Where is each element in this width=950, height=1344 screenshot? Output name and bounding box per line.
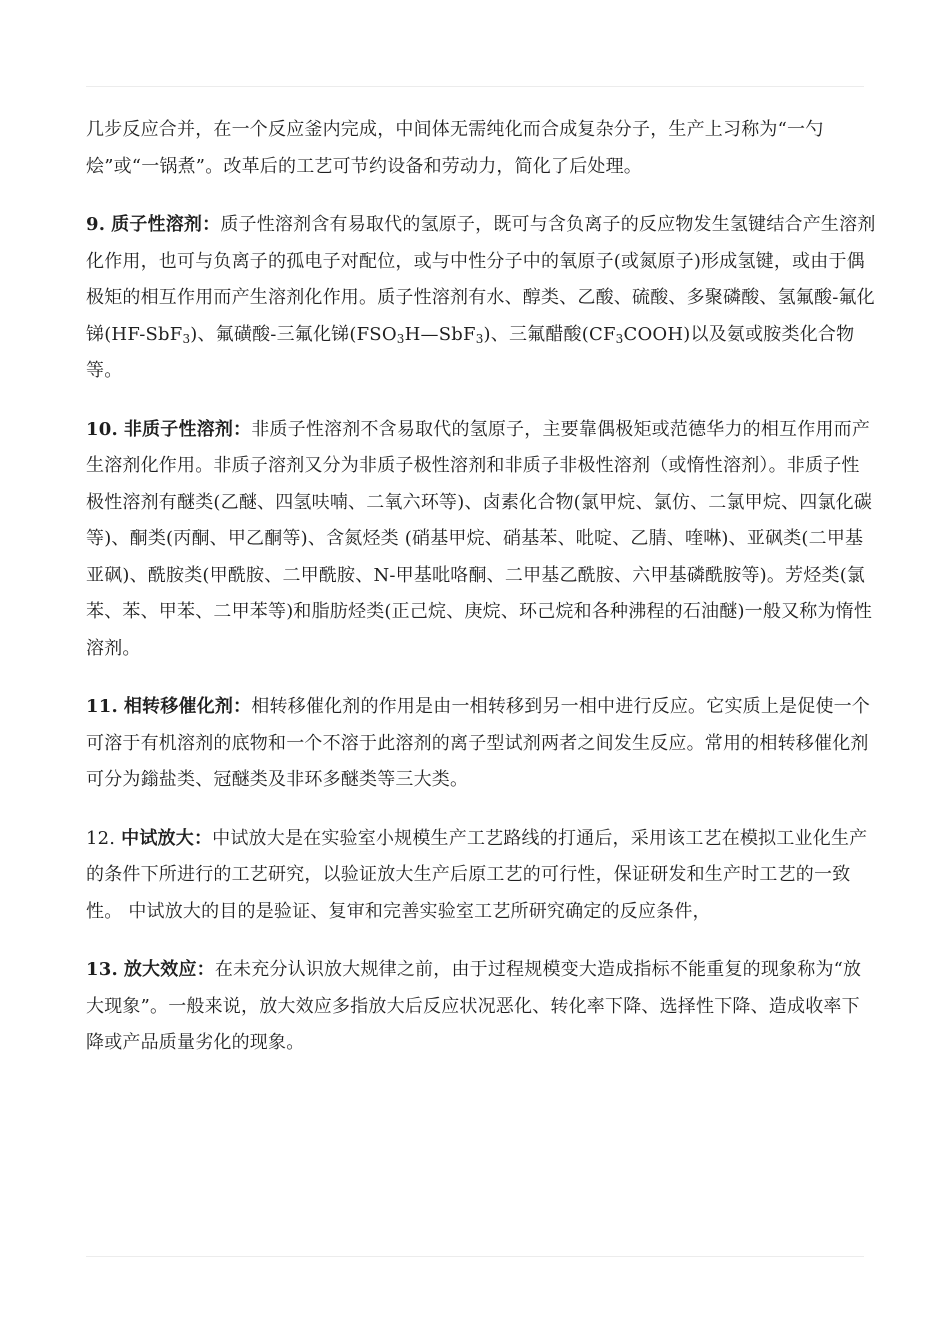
paragraph-text: 相转移催化剂的作用是由一相转移到另一相中进行反应。它实质上是促使一个可溶于有机溶剂的底物和一个不溶于此溶剂的离子型试剂两者之间发生反应。常用的相转移催化剂可分为鎓盐类、冠醚类及非环多醚类等三大类。 (86, 696, 871, 790)
item-number: 13. (86, 959, 118, 980)
paragraph-phase-transfer-catalyst (86, 689, 876, 799)
term-heading: 相转移催化剂： (123, 696, 252, 717)
paragraph-text: 非质子性溶剂不含易取代的氢原子，主要靠偶极矩或范德华力的相互作用而产生溶剂化作用。非质子溶剂又分为非质子极性溶剂和非质子非极性溶剂（或惰性溶剂）。非质子性极性溶剂有醚类(乙醚、四氢呋喃、二氧六环等)、卤素化合物(氯甲烷、氯仿、二氯甲烷、四氯化碳等)、酮类(丙酮、甲乙酮等)、含氮烃类 (硝基甲烷、硝基苯、吡啶、乙腈、喹啉)、亚砜类(二甲基亚砜)、酰胺类(甲酰胺、二甲酰胺、N-甲基吡咯酮、二甲基乙酰胺、六甲基磷酰胺等)。芳烃类(氯苯、苯、甲苯、二甲苯等)和脂肪烃类(正己烷、庚烷、环己烷和各种沸程的石油醚)一般又称为惰性溶剂。 (86, 418, 873, 659)
paragraph-text: 在未充分认识放大规律之前，由于过程规模变大造成指标不能重复的现象称为“放大现象”。一般来说，放大效应多指放大后反应状况恶化、转化率下降、选择性下降、造成收率下降或产品质量劣化的现象。 (86, 959, 862, 1053)
document-body (86, 112, 876, 1084)
subscript: 3 (182, 331, 191, 346)
paragraph-pilot-scale-up (86, 821, 876, 931)
paragraph-scale-up-effect (86, 952, 876, 1062)
paragraph-text: H—SbF (404, 323, 476, 345)
term-heading: 中试放大： (121, 827, 213, 849)
footer-rule (86, 1256, 864, 1257)
item-number: 9. (86, 214, 106, 235)
item-number: 11. (86, 696, 118, 717)
paragraph-text: 中试放大是在实验室小规模生产工艺路线的打通后，采用该工艺在模拟工业化生产的条件下所进行的工艺研究，以验证放大生产后原工艺的可行性，保证研发和生产时工艺的一致性。 中试放大的目的是验证、复审和完善实验室工艺所研究确定的反应条件， (86, 827, 868, 922)
term-heading: 质子性溶剂： (111, 214, 221, 235)
paragraph-protic-solvent (86, 207, 876, 390)
paragraph-intro (86, 112, 876, 185)
paragraph-text: )、三氟醋酸(CF (483, 323, 616, 345)
subscript: 3 (396, 331, 405, 346)
paragraph-text: )、氟磺酸-三氟化锑(FSO (190, 323, 397, 345)
paragraph-text: 质子性溶剂含有易取代的氢原子，既可与含负离子的反应物发生氢键结合产生溶剂化作用，也可与负离子的孤电子对配位，或与中性分子中的氧原子(或氮原子)形成氢键，或由于偶极矩的相互作用而产生溶剂化作用。质子性溶剂有水、醇类、乙酸、硫酸、多聚磷酸、氢氟酸-氟化锑(HF-SbF (86, 214, 876, 345)
term-heading: 非质子性溶剂： (123, 418, 252, 440)
item-number: 12. (86, 827, 116, 849)
item-number: 10. (86, 418, 118, 440)
header-rule (86, 86, 864, 87)
paragraph-aprotic-solvent (86, 412, 876, 668)
paragraph-text: COOH)以及氨或胺类化合物等。 (86, 323, 855, 381)
subscript: 3 (615, 331, 624, 346)
subscript: 3 (475, 331, 484, 346)
term-heading: 放大效应： (123, 959, 215, 980)
paragraph-text: 几步反应合并，在一个反应釜内完成，中间体无需纯化而合成复杂分子，生产上习称为“一勺烩”或“一锅煮”。改革后的工艺可节约设备和劳动力，简化了后处理。 (86, 119, 824, 177)
